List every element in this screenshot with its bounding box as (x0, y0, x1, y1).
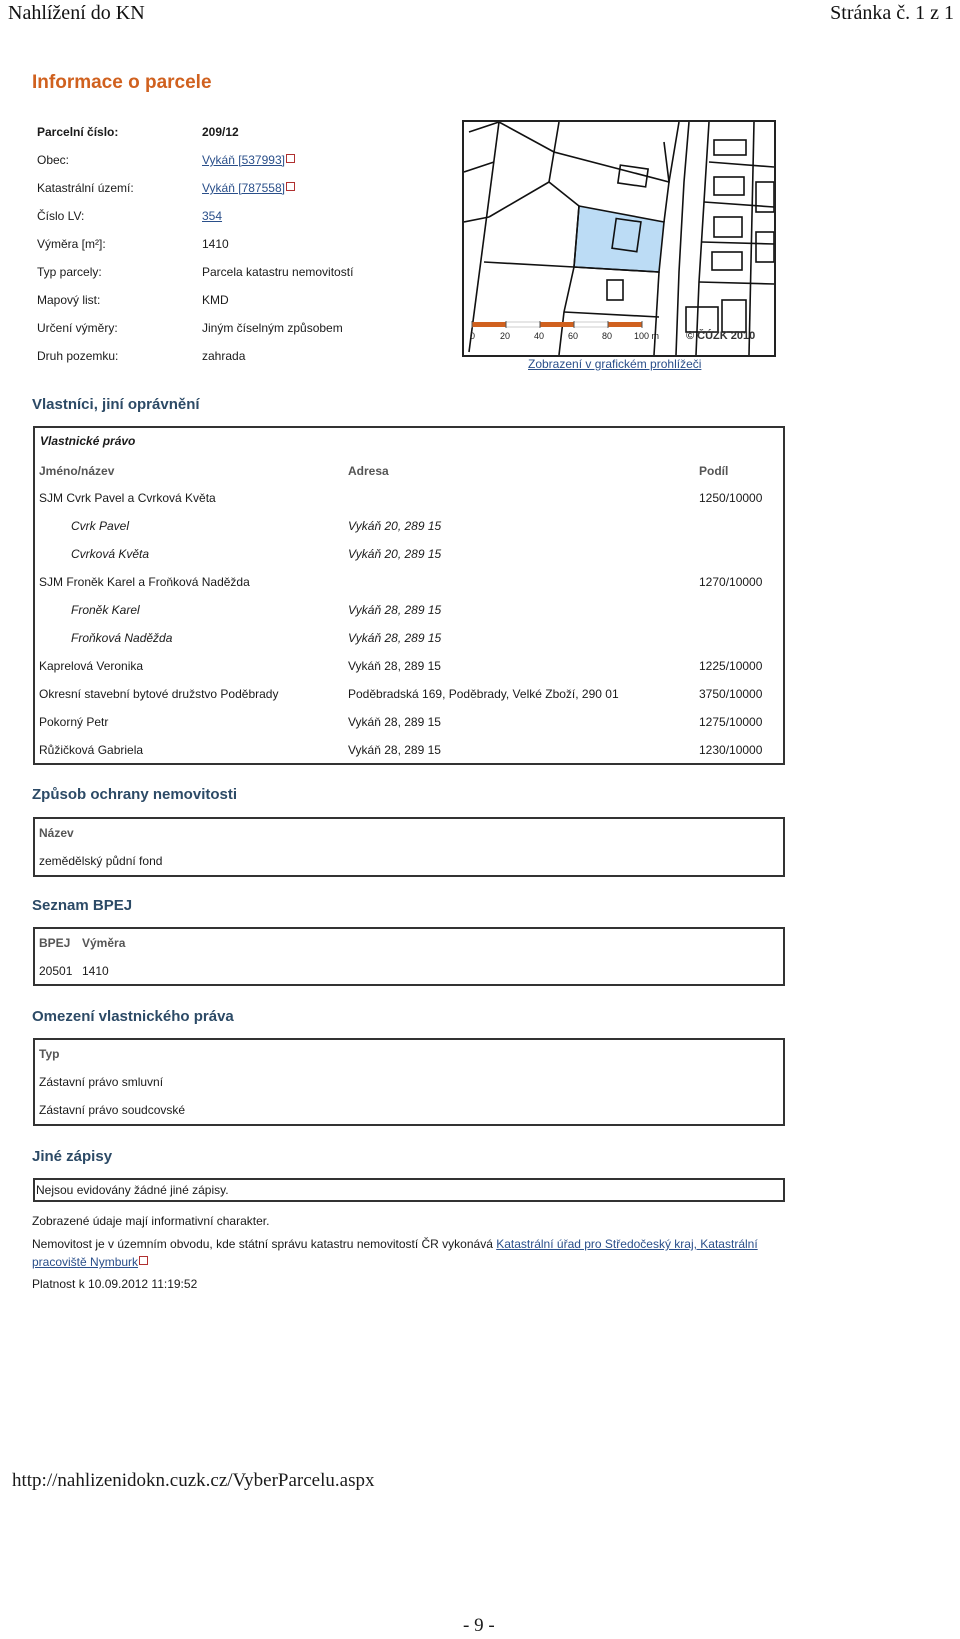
owner-name: Kaprelová Veronika (39, 659, 144, 673)
owner-address: Vykáň 28, 289 15 (348, 743, 441, 757)
info-row-area (37, 230, 353, 258)
owner-address: Vykáň 28, 289 15 (348, 659, 441, 673)
owner-row (35, 603, 783, 621)
col-header-address: Adresa (348, 464, 389, 478)
cadastral-area-link[interactable]: Vykáň [787558] (202, 181, 285, 195)
owner-address: Vykáň 20, 289 15 (348, 547, 442, 561)
owner-share: 1230/10000 (699, 743, 763, 757)
note-office-text: Nemovitost je v územním obvodu, kde státní správu katastru nemovitostí ČR vykonává (32, 1237, 497, 1251)
owner-name: Pokorný Petr (39, 715, 109, 729)
info-label: Obec: (37, 153, 70, 167)
cadastral-map-drawing (464, 122, 774, 355)
print-header-title: Nahlížení do KN (8, 2, 145, 24)
print-header (8, 2, 954, 28)
note-validity: Platnost k 10.09.2012 11:19:52 (32, 1277, 198, 1291)
info-value: zahrada (202, 349, 246, 363)
owner-share: 1250/10000 (699, 491, 763, 505)
owner-name: Růžičková Gabriela (39, 743, 144, 757)
owner-row (35, 687, 783, 705)
owner-address: Vykáň 20, 289 15 (348, 519, 442, 533)
owner-name: SJM Cvrk Pavel a Cvrková Květa (39, 491, 216, 505)
bpej-code: 20501 (39, 964, 73, 978)
protection-box (33, 817, 785, 877)
scale-label: 20 (500, 331, 511, 341)
owner-address: Vykáň 28, 289 15 (348, 603, 442, 617)
owner-name: Froňková Naděžda (71, 631, 173, 645)
owner-address: Vykáň 28, 289 15 (348, 715, 441, 729)
info-value: Parcela katastru nemovitostí (202, 265, 354, 279)
other-section-title: Jiné zápisy (32, 1148, 113, 1165)
info-label: Typ parcely: (37, 265, 102, 279)
scale-label: 60 (568, 331, 579, 341)
info-label: Parcelní číslo: (37, 125, 119, 139)
owner-name: Okresní stavební bytové družstvo Poděbrady (39, 687, 279, 701)
bpej-section-title: Seznam BPEJ (32, 897, 133, 914)
restriction-item: Zástavní právo soudcovské (39, 1103, 186, 1117)
owner-name: Cvrková Květa (71, 547, 150, 561)
municipality-link[interactable]: Vykáň [537993] (202, 153, 285, 167)
footer-notes (32, 1212, 784, 1293)
owner-row (35, 575, 783, 593)
info-row-map-sheet (37, 286, 353, 314)
ownership-box-title: Vlastnické právo (40, 434, 136, 448)
info-row-cadastral-area (37, 174, 353, 202)
info-value: Jiným číselným způsobem (202, 321, 343, 335)
owner-row (35, 715, 783, 733)
restriction-header: Typ (39, 1047, 60, 1061)
owner-share: 1270/10000 (699, 575, 763, 589)
info-label: Druh pozemku: (37, 349, 119, 363)
owner-row (35, 519, 783, 537)
col-header-name: Jméno/název (39, 464, 115, 478)
info-label: Výměra [m²]: (37, 237, 106, 251)
other-value: Nejsou evidovány žádné jiné zápisy. (36, 1183, 229, 1197)
bpej-header-code: BPEJ (39, 936, 71, 950)
note-informative: Zobrazené údaje mají informativní charakter. (32, 1214, 270, 1228)
owner-name: SJM Froněk Karel a Froňková Naděžda (39, 575, 250, 589)
external-link-icon (286, 182, 295, 191)
info-label: Mapový list: (37, 293, 101, 307)
ownership-box (33, 426, 785, 765)
owners-section-title: Vlastníci, jiní oprávnění (32, 396, 200, 413)
info-value: 1410 (202, 237, 229, 251)
protection-value: zemědělský půdní fond (39, 854, 163, 868)
print-footer-url: http://nahlizenidokn.cuzk.cz/VyberParcelu.aspx (12, 1470, 375, 1491)
cadastral-map[interactable] (462, 120, 776, 357)
scale-label: 80 (602, 331, 613, 341)
info-row-land-type (37, 342, 353, 370)
restriction-section-title: Omezení vlastnického práva (32, 1008, 234, 1025)
external-link-icon (286, 154, 295, 163)
info-value: 209/12 (202, 125, 239, 139)
note-office (32, 1235, 784, 1271)
owner-row (35, 659, 783, 677)
bpej-box (33, 927, 785, 986)
highlighted-parcel (574, 206, 664, 272)
scale-label: 0 (470, 331, 476, 341)
owner-share: 1275/10000 (699, 715, 763, 729)
restriction-item: Zástavní právo smluvní (39, 1075, 164, 1089)
graphic-viewer-link[interactable]: Zobrazení v grafickém prohlížeči (528, 357, 702, 371)
page-title: Informace o parcele (32, 72, 212, 93)
other-box (33, 1178, 785, 1202)
map-copyright: © ČÚZK 2010 (686, 330, 756, 342)
owner-row (35, 743, 783, 761)
owner-address: Vykáň 28, 289 15 (348, 631, 442, 645)
owner-name: Froněk Karel (71, 603, 140, 617)
info-row-area-determination (37, 314, 353, 342)
owner-address: Poděbradská 169, Poděbrady, Velké Zboží, 290 01 (348, 687, 619, 701)
owner-row (35, 631, 783, 649)
print-page-number: - 9 - (463, 1615, 495, 1636)
scale-label: 40 (534, 331, 545, 341)
info-label: Určení výměry: (37, 321, 118, 335)
parcel-info-table (37, 118, 353, 370)
map-scale-bar (472, 321, 642, 328)
owner-name: Cvrk Pavel (71, 519, 130, 533)
owner-share: 3750/10000 (699, 687, 763, 701)
protection-header: Název (39, 826, 74, 840)
owner-row (35, 491, 783, 509)
col-header-share: Podíl (699, 464, 729, 478)
bpej-area: 1410 (82, 964, 109, 978)
info-row-municipality (37, 146, 353, 174)
scale-label: 100 m (634, 331, 660, 341)
print-header-page: Stránka č. 1 z 1 (830, 2, 954, 24)
owner-share: 1225/10000 (699, 659, 763, 673)
info-value: KMD (202, 293, 229, 307)
info-label: Číslo LV: (37, 209, 85, 223)
cadastral-office-link[interactable]: Katastrální úřad pro Středočeský kraj, Katastrální pracoviště Nymburk (32, 1237, 758, 1269)
info-row-parcel-number (37, 118, 353, 146)
restriction-box (33, 1038, 785, 1126)
protection-section-title: Způsob ochrany nemovitosti (32, 786, 238, 803)
external-link-icon (139, 1256, 148, 1265)
info-row-lv-number (37, 202, 353, 230)
info-row-parcel-type (37, 258, 353, 286)
owner-row (35, 547, 783, 565)
bpej-header-area: Výměra (82, 936, 126, 950)
info-label: Katastrální území: (37, 181, 134, 195)
lv-number-link[interactable]: 354 (202, 209, 223, 223)
